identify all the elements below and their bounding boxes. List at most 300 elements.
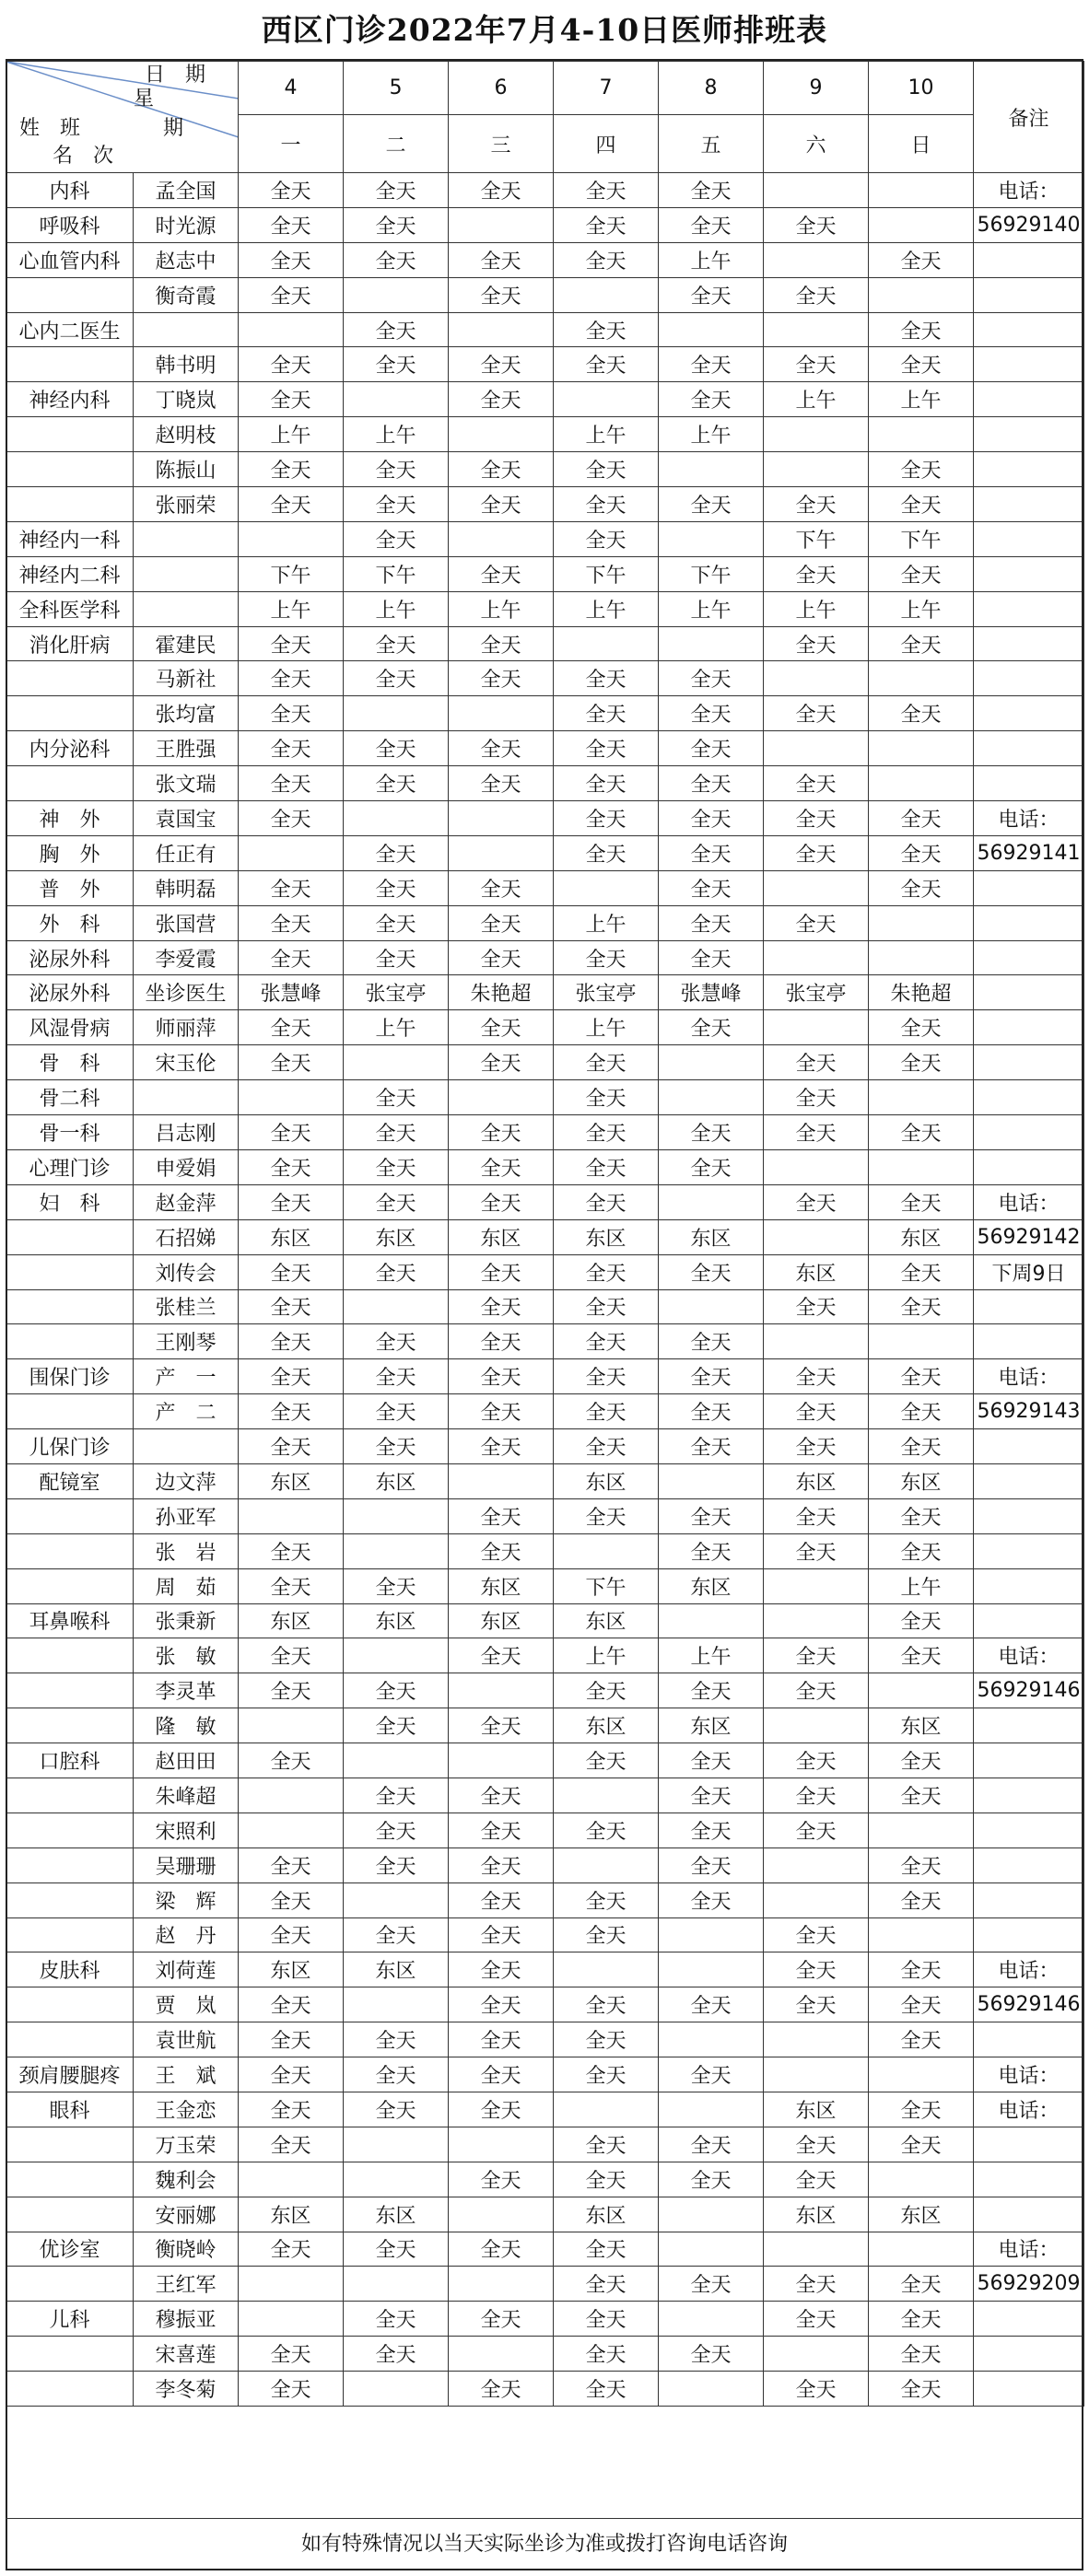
shift-cell: 全天 — [554, 1254, 659, 1289]
shift-cell: 全天 — [344, 173, 449, 208]
shift-cell: 全天 — [449, 1115, 554, 1150]
doctor-name-cell: 王金恋 — [134, 2092, 239, 2127]
shift-cell: 全天 — [344, 1324, 449, 1359]
shift-cell: 全天 — [449, 487, 554, 522]
shift-cell: 全天 — [449, 1987, 554, 2022]
shift-cell: 全天 — [239, 626, 344, 661]
department-cell: 皮肤科 — [6, 1952, 134, 1987]
doctor-name-cell: 丁晓岚 — [134, 382, 239, 417]
shift-cell: 下午 — [554, 1568, 659, 1603]
shift-cell: 全天 — [239, 1254, 344, 1289]
shift-cell: 全天 — [659, 2057, 764, 2092]
shift-cell: 全天 — [344, 1429, 449, 1464]
shift-cell: 全天 — [344, 1673, 449, 1708]
shift-cell: 全天 — [344, 312, 449, 347]
shift-cell: 全天 — [449, 556, 554, 591]
shift-cell: 全天 — [449, 1254, 554, 1289]
shift-cell: 东区 — [554, 2197, 659, 2232]
date-7: 7 — [554, 62, 659, 115]
date-5: 5 — [344, 62, 449, 115]
department-cell: 神经内一科 — [6, 521, 134, 556]
shift-cell: 全天 — [659, 1254, 764, 1289]
doctor-name-cell: 王刚琴 — [134, 1324, 239, 1359]
shift-cell: 全天 — [554, 487, 659, 522]
shift-cell: 上午 — [659, 1638, 764, 1673]
department-cell: 内科 — [6, 173, 134, 208]
shift-cell: 东区 — [659, 1219, 764, 1254]
shift-cell: 全天 — [239, 2232, 344, 2267]
shift-cell: 全天 — [449, 2092, 554, 2127]
shift-cell: 全天 — [554, 1498, 659, 1533]
doctor-name-cell: 李冬菊 — [134, 2372, 239, 2407]
remark-cell: 电话： — [974, 2232, 1084, 2267]
shift-cell: 全天 — [344, 1813, 449, 1847]
shift-cell: 上午 — [554, 905, 659, 940]
shift-cell: 全天 — [239, 347, 344, 382]
department-cell: 泌尿外科 — [6, 975, 134, 1010]
shift-cell: 全天 — [449, 2372, 554, 2407]
shift-cell: 全天 — [449, 1010, 554, 1045]
doctor-name-cell: 时光源 — [134, 207, 239, 242]
doctor-name-cell: 宋照利 — [134, 1813, 239, 1847]
shift-cell: 全天 — [659, 1813, 764, 1847]
shift-cell: 全天 — [239, 731, 344, 766]
shift-cell: 上午 — [554, 1010, 659, 1045]
shift-cell: 全天 — [239, 173, 344, 208]
doctor-name-cell: 产 一 — [134, 1359, 239, 1394]
shift-cell: 全天 — [554, 1080, 659, 1115]
shift-cell: 全天 — [449, 173, 554, 208]
remark-cell: 56929141 — [974, 835, 1084, 870]
shift-cell: 全天 — [869, 452, 974, 487]
shift-cell: 全天 — [554, 207, 659, 242]
doctor-name-cell: 衡奇霞 — [134, 277, 239, 312]
shift-cell: 全天 — [659, 487, 764, 522]
doctor-name-cell: 吕志刚 — [134, 1115, 239, 1150]
shift-cell: 全天 — [449, 905, 554, 940]
doctor-name-cell: 刘传会 — [134, 1254, 239, 1289]
shift-cell: 全天 — [449, 1429, 554, 1464]
doctor-name-cell: 张丽荣 — [134, 487, 239, 522]
doctor-name-cell: 李灵革 — [134, 1673, 239, 1708]
shift-cell: 全天 — [764, 2267, 869, 2302]
shift-cell: 全天 — [554, 661, 659, 696]
shift-cell: 全天 — [659, 382, 764, 417]
shift-cell: 上午 — [869, 1568, 974, 1603]
doctor-name-cell: 石招娣 — [134, 1219, 239, 1254]
doctor-name-cell: 赵田田 — [134, 1743, 239, 1778]
doctor-name-cell: 魏利会 — [134, 2162, 239, 2197]
shift-cell: 全天 — [554, 1115, 659, 1150]
shift-cell: 全天 — [449, 242, 554, 277]
department-cell: 围保门诊 — [6, 1359, 134, 1394]
weekday-thu: 四 — [554, 115, 659, 173]
shift-cell: 全天 — [869, 1882, 974, 1917]
shift-cell: 上午 — [239, 417, 344, 452]
shift-cell: 全天 — [449, 2302, 554, 2337]
corner-label-star: 星 — [134, 87, 155, 111]
department-cell: 普 外 — [6, 870, 134, 905]
shift-cell: 全天 — [449, 1638, 554, 1673]
doctor-name-cell: 韩书明 — [134, 347, 239, 382]
department-cell: 心血管内科 — [6, 242, 134, 277]
shift-cell: 全天 — [344, 1394, 449, 1429]
shift-cell: 全天 — [239, 1533, 344, 1568]
shift-cell: 全天 — [869, 2372, 974, 2407]
shift-cell: 全天 — [449, 1359, 554, 1394]
shift-cell: 全天 — [239, 1882, 344, 1917]
remark-cell: 56929140 — [974, 207, 1084, 242]
shift-cell: 全天 — [344, 1917, 449, 1952]
shift-cell: 全天 — [239, 1917, 344, 1952]
shift-cell: 全天 — [449, 1289, 554, 1324]
shift-cell: 全天 — [554, 173, 659, 208]
doctor-name-cell: 刘荷莲 — [134, 1952, 239, 1987]
shift-cell: 全天 — [869, 1743, 974, 1778]
shift-cell: 全天 — [659, 1743, 764, 1778]
shift-cell: 全天 — [344, 626, 449, 661]
shift-cell: 全天 — [869, 1010, 974, 1045]
doctor-name-cell: 吴珊珊 — [134, 1847, 239, 1882]
shift-cell: 全天 — [659, 1324, 764, 1359]
department-cell: 风湿骨病 — [6, 1010, 134, 1045]
doctor-name-cell: 宋玉伦 — [134, 1045, 239, 1080]
shift-cell: 全天 — [869, 1289, 974, 1324]
shift-cell: 全天 — [344, 1847, 449, 1882]
doctor-name-cell: 隆 敏 — [134, 1708, 239, 1743]
doctor-name-cell: 张均富 — [134, 696, 239, 731]
doctor-name-cell: 李爱霞 — [134, 940, 239, 975]
shift-cell: 全天 — [869, 2302, 974, 2337]
shift-cell: 全天 — [659, 347, 764, 382]
shift-cell: 全天 — [764, 2302, 869, 2337]
shift-cell: 张慧峰 — [659, 975, 764, 1010]
shift-cell: 全天 — [239, 2372, 344, 2407]
shift-cell: 全天 — [554, 452, 659, 487]
shift-cell: 全天 — [239, 1638, 344, 1673]
shift-cell: 全天 — [239, 905, 344, 940]
department-cell: 呼吸科 — [6, 207, 134, 242]
shift-cell: 全天 — [764, 2162, 869, 2197]
shift-cell: 全天 — [869, 801, 974, 836]
shift-cell: 全天 — [239, 1324, 344, 1359]
shift-cell: 全天 — [449, 1778, 554, 1813]
shift-cell: 全天 — [449, 1813, 554, 1847]
shift-cell: 下午 — [659, 556, 764, 591]
shift-cell: 全天 — [659, 731, 764, 766]
shift-cell: 全天 — [764, 1778, 869, 1813]
shift-cell: 全天 — [869, 835, 974, 870]
shift-cell: 全天 — [764, 1394, 869, 1429]
remark-header: 备注 — [974, 62, 1084, 173]
doctor-name-cell: 赵明枝 — [134, 417, 239, 452]
shift-cell: 全天 — [869, 1778, 974, 1813]
doctor-name-cell: 朱峰超 — [134, 1778, 239, 1813]
shift-cell: 全天 — [344, 1254, 449, 1289]
department-cell: 妇 科 — [6, 1184, 134, 1219]
shift-cell: 全天 — [449, 731, 554, 766]
doctor-name-cell: 任正有 — [134, 835, 239, 870]
shift-cell: 全天 — [659, 2267, 764, 2302]
shift-cell: 全天 — [344, 1184, 449, 1219]
shift-cell: 东区 — [764, 2197, 869, 2232]
shift-cell: 全天 — [869, 242, 974, 277]
doctor-name-cell: 穆振亚 — [134, 2302, 239, 2337]
shift-cell: 全天 — [344, 2302, 449, 2337]
shift-cell: 全天 — [449, 452, 554, 487]
shift-cell: 全天 — [239, 2022, 344, 2057]
shift-cell: 全天 — [449, 2057, 554, 2092]
shift-cell: 全天 — [449, 1045, 554, 1080]
shift-cell: 全天 — [869, 347, 974, 382]
shift-cell: 全天 — [239, 661, 344, 696]
shift-cell: 下午 — [764, 521, 869, 556]
remark-cell: 电话： — [974, 2092, 1084, 2127]
shift-cell: 东区 — [554, 1219, 659, 1254]
shift-cell: 全天 — [344, 207, 449, 242]
shift-cell: 全天 — [449, 1847, 554, 1882]
shift-cell: 上午 — [659, 591, 764, 626]
doctor-name-cell: 袁世航 — [134, 2022, 239, 2057]
weekday-wed: 三 — [449, 115, 554, 173]
shift-cell: 全天 — [239, 1987, 344, 2022]
shift-cell: 全天 — [449, 870, 554, 905]
shift-cell: 全天 — [344, 1359, 449, 1394]
doctor-name-cell: 产 二 — [134, 1394, 239, 1429]
shift-cell: 东区 — [344, 1463, 449, 1498]
shift-cell: 下午 — [239, 556, 344, 591]
shift-cell: 全天 — [659, 1987, 764, 2022]
shift-cell: 全天 — [554, 2022, 659, 2057]
shift-cell: 全天 — [659, 1882, 764, 1917]
shift-cell: 全天 — [764, 207, 869, 242]
shift-cell: 全天 — [554, 1429, 659, 1464]
shift-cell: 东区 — [554, 1463, 659, 1498]
doctor-name-cell: 陈振山 — [134, 452, 239, 487]
shift-cell: 全天 — [764, 1429, 869, 1464]
shift-cell: 朱艳超 — [869, 975, 974, 1010]
doctor-name-cell: 师丽萍 — [134, 1010, 239, 1045]
shift-cell: 全天 — [659, 696, 764, 731]
shift-cell: 上午 — [869, 382, 974, 417]
shift-cell: 全天 — [344, 1149, 449, 1184]
shift-cell: 张宝亭 — [554, 975, 659, 1010]
shift-cell: 全天 — [239, 1568, 344, 1603]
shift-cell: 全天 — [554, 801, 659, 836]
shift-cell: 东区 — [554, 1708, 659, 1743]
shift-cell: 全天 — [344, 2337, 449, 2372]
department-cell: 耳鼻喉科 — [6, 1603, 134, 1638]
doctor-name-cell: 张 岩 — [134, 1533, 239, 1568]
shift-cell: 全天 — [869, 1847, 974, 1882]
shift-cell: 全天 — [869, 1394, 974, 1429]
doctor-name-cell: 周 茹 — [134, 1568, 239, 1603]
department-cell: 神经内二科 — [6, 556, 134, 591]
department-cell: 眼科 — [6, 2092, 134, 2127]
shift-cell: 全天 — [239, 940, 344, 975]
weekday-tue: 二 — [344, 115, 449, 173]
shift-cell: 全天 — [764, 1638, 869, 1673]
shift-cell: 张慧峰 — [239, 975, 344, 1010]
shift-cell: 全天 — [659, 2127, 764, 2162]
shift-cell: 全天 — [764, 1673, 869, 1708]
shift-cell: 全天 — [659, 661, 764, 696]
shift-cell: 全天 — [554, 696, 659, 731]
department-cell: 泌尿外科 — [6, 940, 134, 975]
shift-cell: 全天 — [659, 940, 764, 975]
shift-cell: 全天 — [659, 870, 764, 905]
doctor-name-cell: 赵志中 — [134, 242, 239, 277]
shift-cell: 全天 — [869, 1359, 974, 1394]
date-6: 6 — [449, 62, 554, 115]
doctor-name-cell: 张国营 — [134, 905, 239, 940]
shift-cell: 全天 — [554, 1359, 659, 1394]
doctor-name-cell: 王 斌 — [134, 2057, 239, 2092]
shift-cell: 上午 — [344, 417, 449, 452]
shift-cell: 全天 — [449, 2022, 554, 2057]
shift-cell: 全天 — [239, 2092, 344, 2127]
shift-cell: 东区 — [869, 1708, 974, 1743]
doctor-name-cell: 马新社 — [134, 661, 239, 696]
shift-cell: 全天 — [554, 1045, 659, 1080]
shift-cell: 全天 — [554, 2372, 659, 2407]
department-cell: 内分泌科 — [6, 731, 134, 766]
shift-cell: 全天 — [449, 940, 554, 975]
shift-cell: 全天 — [449, 1952, 554, 1987]
table-outer-border — [6, 59, 1083, 2570]
shift-cell: 全天 — [869, 1254, 974, 1289]
shift-cell: 全天 — [344, 2057, 449, 2092]
shift-cell: 全天 — [659, 1498, 764, 1533]
weekday-sun: 日 — [869, 115, 974, 173]
shift-cell: 全天 — [344, 1115, 449, 1150]
department-cell: 心内二医生 — [6, 312, 134, 347]
shift-cell: 全天 — [239, 487, 344, 522]
shift-cell: 全天 — [239, 1359, 344, 1394]
shift-cell: 全天 — [239, 1394, 344, 1429]
department-cell: 心理门诊 — [6, 1149, 134, 1184]
shift-cell: 全天 — [239, 452, 344, 487]
shift-cell: 朱艳超 — [449, 975, 554, 1010]
shift-cell: 全天 — [449, 1882, 554, 1917]
shift-cell: 全天 — [869, 487, 974, 522]
shift-cell: 全天 — [659, 277, 764, 312]
shift-cell: 全天 — [239, 801, 344, 836]
shift-cell: 全天 — [239, 277, 344, 312]
shift-cell: 全天 — [239, 1184, 344, 1219]
shift-cell: 东区 — [239, 1463, 344, 1498]
shift-cell: 全天 — [344, 870, 449, 905]
shift-cell: 全天 — [239, 1847, 344, 1882]
shift-cell: 全天 — [764, 1080, 869, 1115]
date-9: 9 — [764, 62, 869, 115]
doctor-name-cell: 万玉荣 — [134, 2127, 239, 2162]
shift-cell: 全天 — [764, 1533, 869, 1568]
shift-cell: 全天 — [449, 766, 554, 801]
remark-cell: 56929143 — [974, 1394, 1084, 1429]
department-cell: 口腔科 — [6, 1743, 134, 1778]
page-title: 西区门诊2022年7月4-10日医师排班表 — [261, 12, 828, 48]
doctor-name-cell: 安丽娜 — [134, 2197, 239, 2232]
doctor-name-cell: 孙亚军 — [134, 1498, 239, 1533]
shift-cell: 东区 — [449, 1568, 554, 1603]
shift-cell: 全天 — [239, 1673, 344, 1708]
shift-cell: 全天 — [239, 1149, 344, 1184]
remark-cell: 电话： — [974, 173, 1084, 208]
shift-cell: 全天 — [344, 2092, 449, 2127]
shift-cell: 全天 — [554, 940, 659, 975]
shift-cell: 全天 — [344, 766, 449, 801]
shift-cell: 全天 — [554, 347, 659, 382]
shift-cell: 全天 — [659, 2162, 764, 2197]
shift-cell: 东区 — [344, 1603, 449, 1638]
shift-cell: 全天 — [239, 696, 344, 731]
shift-cell: 全天 — [764, 1115, 869, 1150]
shift-cell: 全天 — [869, 1184, 974, 1219]
shift-cell: 全天 — [764, 1184, 869, 1219]
department-cell: 外 科 — [6, 905, 134, 940]
shift-cell: 东区 — [869, 1463, 974, 1498]
shift-cell: 全天 — [239, 1045, 344, 1080]
shift-cell: 全天 — [764, 626, 869, 661]
shift-cell: 全天 — [554, 1673, 659, 1708]
shift-cell: 东区 — [869, 2197, 974, 2232]
shift-cell: 全天 — [449, 1324, 554, 1359]
doctor-name-cell: 坐诊医生 — [134, 975, 239, 1010]
shift-cell: 全天 — [869, 1115, 974, 1150]
shift-cell: 全天 — [449, 1498, 554, 1533]
doctor-name-cell: 赵金萍 — [134, 1184, 239, 1219]
shift-cell: 全天 — [554, 766, 659, 801]
shift-cell: 全天 — [659, 2337, 764, 2372]
shift-cell: 全天 — [554, 2267, 659, 2302]
shift-cell: 全天 — [869, 696, 974, 731]
shift-cell: 下午 — [869, 521, 974, 556]
shift-cell: 全天 — [344, 452, 449, 487]
department-cell: 骨二科 — [6, 1080, 134, 1115]
shift-cell: 上午 — [239, 591, 344, 626]
shift-cell: 全天 — [239, 2127, 344, 2162]
shift-cell: 全天 — [449, 1394, 554, 1429]
shift-cell: 全天 — [869, 870, 974, 905]
shift-cell: 全天 — [239, 207, 344, 242]
doctor-name-cell: 韩明磊 — [134, 870, 239, 905]
doctor-name-cell: 贾 岚 — [134, 1987, 239, 2022]
shift-cell: 全天 — [869, 1498, 974, 1533]
shift-cell: 张宝亭 — [344, 975, 449, 1010]
date-8: 8 — [659, 62, 764, 115]
shift-cell: 全天 — [869, 2092, 974, 2127]
shift-cell: 上午 — [554, 591, 659, 626]
shift-cell: 全天 — [554, 1149, 659, 1184]
shift-cell: 全天 — [659, 1673, 764, 1708]
shift-cell: 全天 — [554, 2127, 659, 2162]
corner-label-date: 日 期 — [145, 64, 206, 87]
shift-cell: 东区 — [344, 1952, 449, 1987]
shift-cell: 上午 — [659, 417, 764, 452]
remark-cell: 56929142 — [974, 1219, 1084, 1254]
doctor-name-cell: 王胜强 — [134, 731, 239, 766]
shift-cell: 全天 — [869, 1638, 974, 1673]
shift-cell: 全天 — [659, 1847, 764, 1882]
shift-cell: 全天 — [344, 905, 449, 940]
doctor-name-cell: 梁 辉 — [134, 1882, 239, 1917]
shift-cell: 下午 — [554, 556, 659, 591]
shift-cell: 全天 — [659, 207, 764, 242]
shift-cell: 全天 — [659, 801, 764, 836]
shift-cell: 全天 — [869, 556, 974, 591]
doctor-name-cell: 孟全国 — [134, 173, 239, 208]
